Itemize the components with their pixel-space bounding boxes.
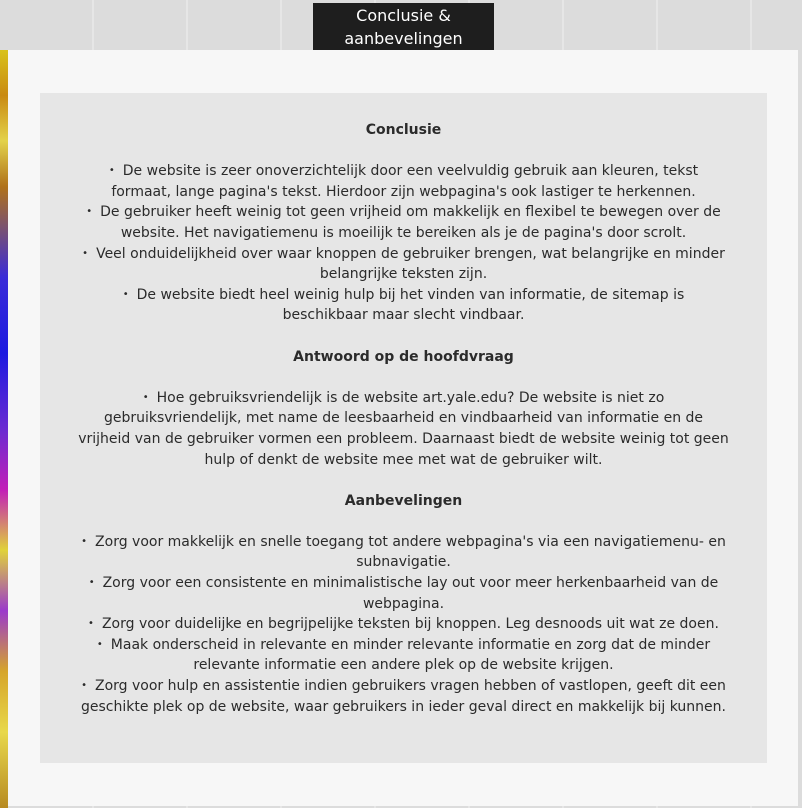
list-item: • De website is zeer onoverzichtelijk door een veelvuldig gebruik aan kleuren, tekst formaat, lange pagina's tekst. Hierdoor zijn webpagina's ook lastiger te herkennen. [78, 161, 729, 202]
list-item: • Veel onduidelijkheid over waar knoppen de gebruiker brengen, wat belangrijke en minder belangrijke teksten zijn. [78, 244, 729, 285]
text-box [40, 93, 767, 763]
list-item: • De gebruiker heeft weinig tot geen vrijheid om makkelijk en flexibel te bewegen over de website. Het navigatiemenu is moeilijk te bereiken als je de pagina's door scrolt. [78, 202, 729, 243]
answer-heading: Antwoord op de hoofdvraag [293, 348, 514, 365]
conclusion-heading: Conclusie [365, 122, 442, 138]
list-item: • Hoe gebruiksvriendelijk is de website art.yale.edu? De website is niet zo gebruiksvriendelijk, met name de leesbaarheid en vindbaarheid van informatie en de vrijheid van de gebruiker vormen een probleem. Daarnaast biedt de website weinig tot geen hulp of denkt de website mee met wat de gebruiker wilt. [78, 388, 729, 470]
tab-conclusie-aanbevelingen[interactable] [313, 3, 494, 51]
list-item: • Zorg voor duidelijke en begrijpelijke teksten bij knoppen. Leg desnoods uit wat ze doen. [78, 614, 729, 635]
list-item: • Maak onderscheid in relevante en minder relevante informatie en zorg dat de minder relevante informatie een andere plek op de website krijgen. [78, 635, 729, 676]
tab-label: Conclusie & aanbevelingen [344, 6, 463, 48]
list-item: • Zorg voor hulp en assistentie indien gebruikers vragen hebben of vastlopen, geeft dit een geschikte plek op de website, waar gebruikers in ieder geval direct en makkelijk bij kunnen. [78, 676, 729, 717]
list-item: • Zorg voor een consistente en minimalistische lay out voor meer herkenbaarheid van de webpagina. [78, 573, 729, 614]
list-item: • Zorg voor makkelijk en snelle toegang tot andere webpagina's via een navigatiemenu- en subnavigatie. [78, 532, 729, 573]
list-item: • De website biedt heel weinig hulp bij het vinden van informatie, de sitemap is beschikbaar maar slecht vindbaar. [78, 285, 729, 326]
recommendations-heading: Aanbevelingen [344, 492, 463, 509]
recommendations-list [78, 532, 729, 717]
answer-list [78, 388, 729, 470]
background-artwork-strip [0, 50, 8, 808]
conclusion-list [78, 161, 729, 326]
